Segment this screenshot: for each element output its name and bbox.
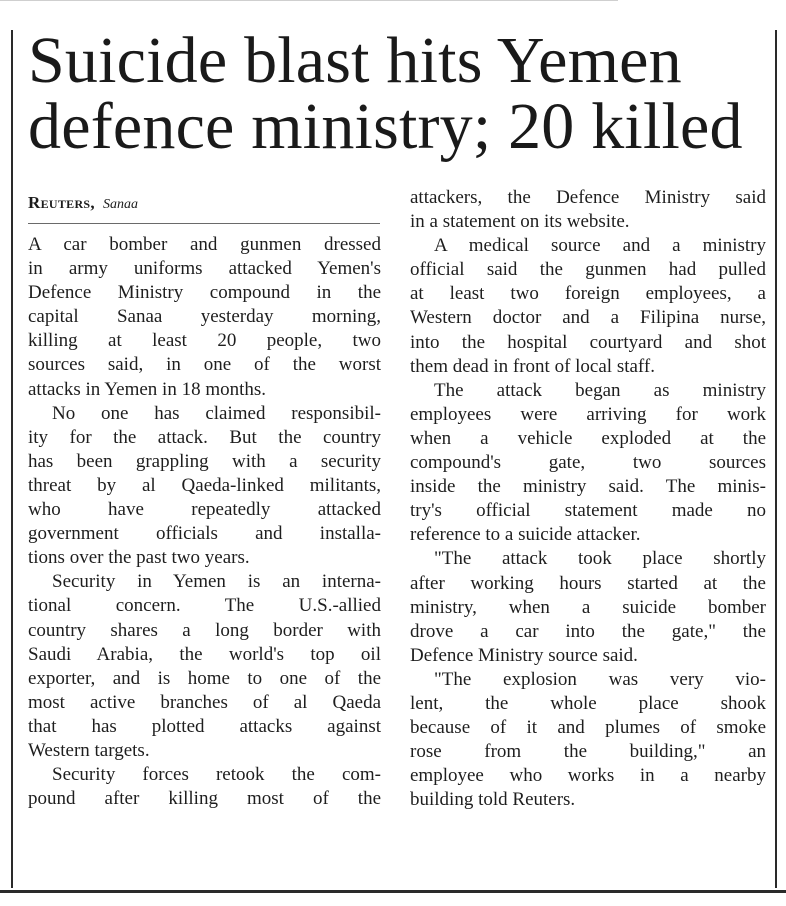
article-line: sources said, in one of the worst [28,354,381,376]
bottom-rule [0,890,786,893]
article-line: country shares a long border with [28,619,381,641]
article-line: Defence Ministry compound in the [28,282,381,304]
article-line: A car bomber and gunmen dressed [28,234,381,255]
headline-line-2: defence ministry; 20 killed [28,90,743,163]
article-line: them dead in front of local staff. [410,355,655,377]
article-line: "The explosion was very vio- [434,668,766,690]
article-line: exporter, and is home to one of the [28,667,381,689]
article-line: rose from the building," an [410,741,766,763]
article-line: attackers, the Defence Ministry said [410,187,766,208]
top-rule [0,0,618,1]
article-line: employees were arriving for work [410,403,766,425]
article-line: capital Sanaa yesterday morning, [28,306,381,328]
article-line: Security in Yemen is an interna- [52,571,381,593]
article-line: that has plotted attacks against [28,715,381,737]
byline [28,192,378,216]
article-line: has been grappling with a security [28,450,381,472]
article-line: No one has claimed responsibil- [52,402,381,424]
article-line: Saudi Arabia, the world's top oil [28,643,381,665]
article-line: in army uniforms attacked Yemen's [28,258,381,280]
article-line: at least two foreign employees, a [410,283,766,305]
article-line: The attack began as ministry [434,379,766,401]
article-line: drove a car into the gate," the [410,620,766,642]
article-line: killing at least 20 people, two [28,330,381,352]
article-line: when a vehicle exploded at the [410,427,766,449]
article-line: attacks in Yemen in 18 months. [28,378,267,400]
article-column-right [410,186,766,812]
article-line: ministry, when a suicide bomber [410,596,766,618]
article-line: threat by al Qaeda-linked militants, [28,474,381,496]
article-line: tional concern. The U.S.-allied [28,595,381,617]
article-line: Western targets. [28,739,150,761]
headline-line-1: Suicide blast hits Yemen [28,24,682,97]
article-line: government officials and installa- [28,523,381,545]
article-line: Western doctor and a Filipina nurse, [410,307,766,329]
article-line: "The attack took place shortly [434,548,766,570]
byline-place: Sanaa [102,197,138,212]
article-column-left [28,233,381,811]
article-line: lent, the whole place shook [410,692,766,714]
article-line: compound's gate, two sources [410,452,766,474]
article-line: tions over the past two years. [28,547,250,569]
article-line: Defence Ministry source said. [410,644,638,666]
article-line: after working hours started at the [410,572,766,594]
article-line: most active branches of al Qaeda [28,691,381,713]
article-line: inside the ministry said. The minis- [410,476,766,498]
article-line: Security forces retook the com- [52,764,381,786]
headline [28,24,773,163]
article-line: ity for the attack. But the country [28,426,381,448]
article-line: reference to a suicide attacker. [410,524,641,546]
article-line: into the hospital courtyard and shot [410,331,766,353]
article-line: because of it and plumes of smoke [410,717,766,739]
article-line: pound after killing most of the [28,788,381,810]
article-line: official said the gunmen had pulled [410,259,766,281]
byline-rule [28,223,380,224]
article-line: A medical source and a ministry [434,235,766,257]
article-line: in a statement on its website. [410,211,630,233]
article-line: building told Reuters. [410,789,576,811]
article-line: try's official statement made no [410,500,766,522]
article-line: who have repeatedly attacked [28,499,381,521]
byline-agency: Reuters, [28,193,95,212]
article-line: employee who works in a nearby [410,765,766,787]
